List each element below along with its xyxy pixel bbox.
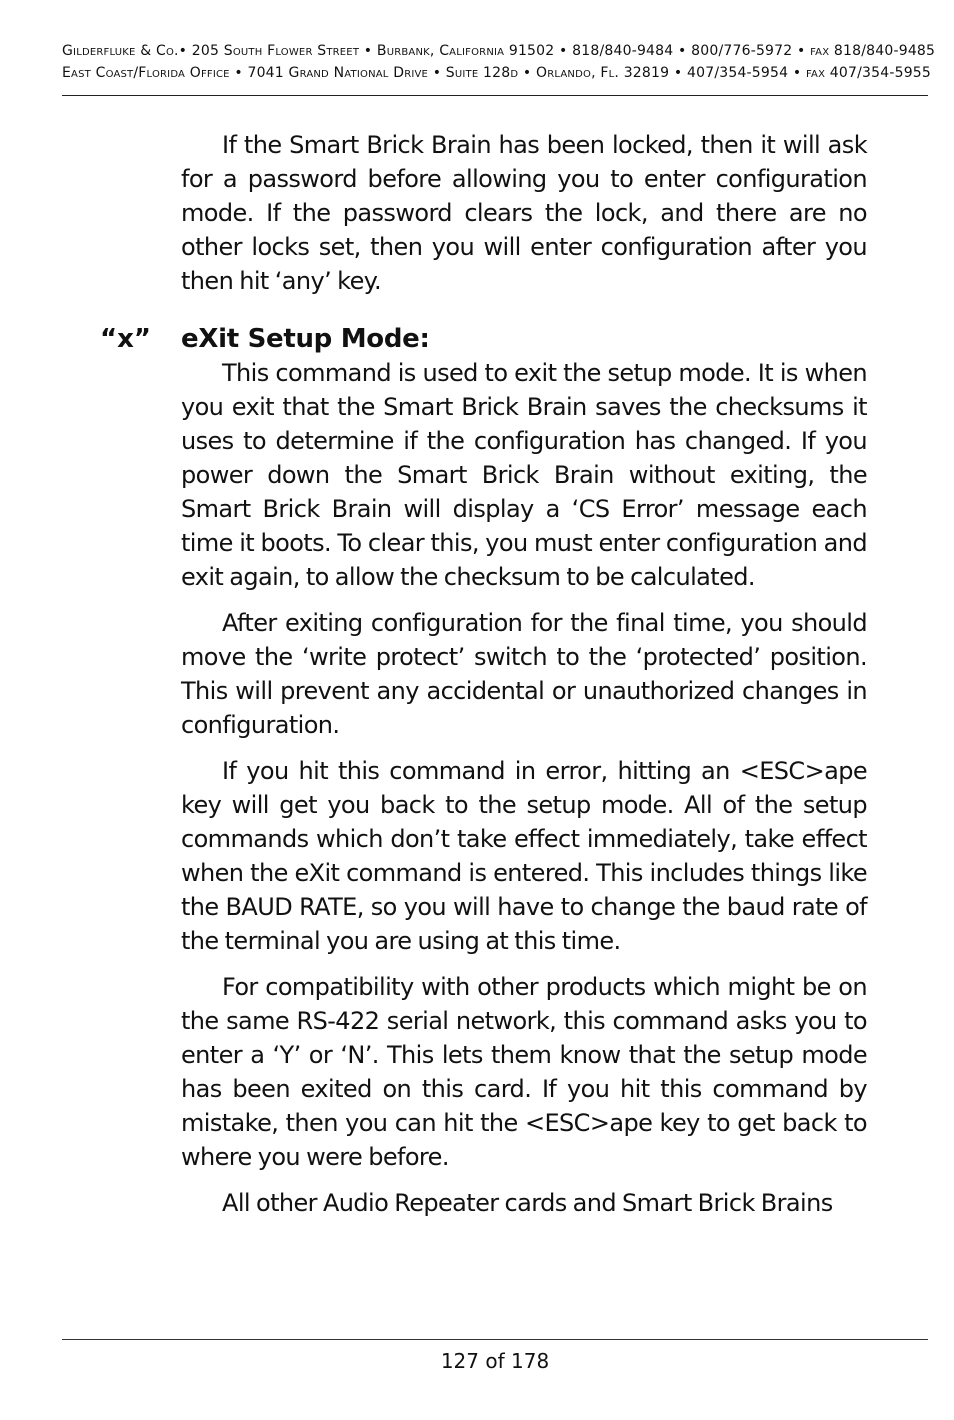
section-title: eXit Setup Mode:: [181, 324, 430, 354]
section-paragraph: This command is used to exit the setup mode. It is when you exit that the Smart Brick Brain saves the checksums it uses to determine if the configuration has changed. If you power down the Smart Brick Brain without exiting, the Smart Brick Brain will display a ‘CS Error’ message each time it boots. To clear this, you must enter configuration and exit again, to allow the checksum to be calculated.: [181, 359, 867, 591]
page-body: [100, 128, 867, 1232]
intro-paragraph: If the Smart Brick Brain has been locked, then it will ask for a password before allowing you to enter configuration mode. If the password clears the lock, and there are no other locks set, then you will enter configuration after you then hit ‘any’ key.: [181, 131, 867, 295]
footer-divider: [62, 1339, 928, 1340]
header-divider: [62, 95, 928, 96]
header-address-line-2: East Coast/Florida Office • 7041 Grand National Drive • Suite 128d • Orlando, Fl. 32819 • 407/354-5954 • fax 407/354-5955: [62, 65, 932, 81]
section-paragraph: If you hit this command in error, hitting an <ESC>ape key will get you back to the setup mode. All of the setup commands which don’t take effect immediately, take effect when the eXit command is entered. This includes things like the BAUD RATE, so you will have to change the baud rate of the terminal you are using at this time.: [181, 757, 867, 955]
section-paragraph: All other Audio Repeater cards and Smart Brick Brains: [222, 1189, 833, 1217]
section-paragraph: After exiting configuration for the final time, you should move the ‘write protect’ switch to the ‘protected’ position. This will prevent any accidental or unauthorized changes in configuration.: [181, 609, 867, 739]
page-number: 127 of 178: [440, 1349, 550, 1373]
command-key: “x”: [100, 324, 151, 354]
page-header: [62, 40, 936, 84]
page-footer: [62, 1347, 928, 1375]
section-heading: [100, 322, 867, 356]
section-paragraph: For compatibility with other products which might be on the same RS-422 serial network, this command asks you to enter a ‘Y’ or ‘N’. This lets them know that the setup mode has been exited on this card. If you hit this command by mistake, then you can hit the <ESC>ape key to get back to where you were before.: [181, 973, 867, 1171]
header-address-line-1: Gilderfluke & Co.• 205 South Flower Street • Burbank, California 91502 • 818/840-9484 • 800/776-5972 • fax 818/840-9485: [62, 43, 936, 59]
